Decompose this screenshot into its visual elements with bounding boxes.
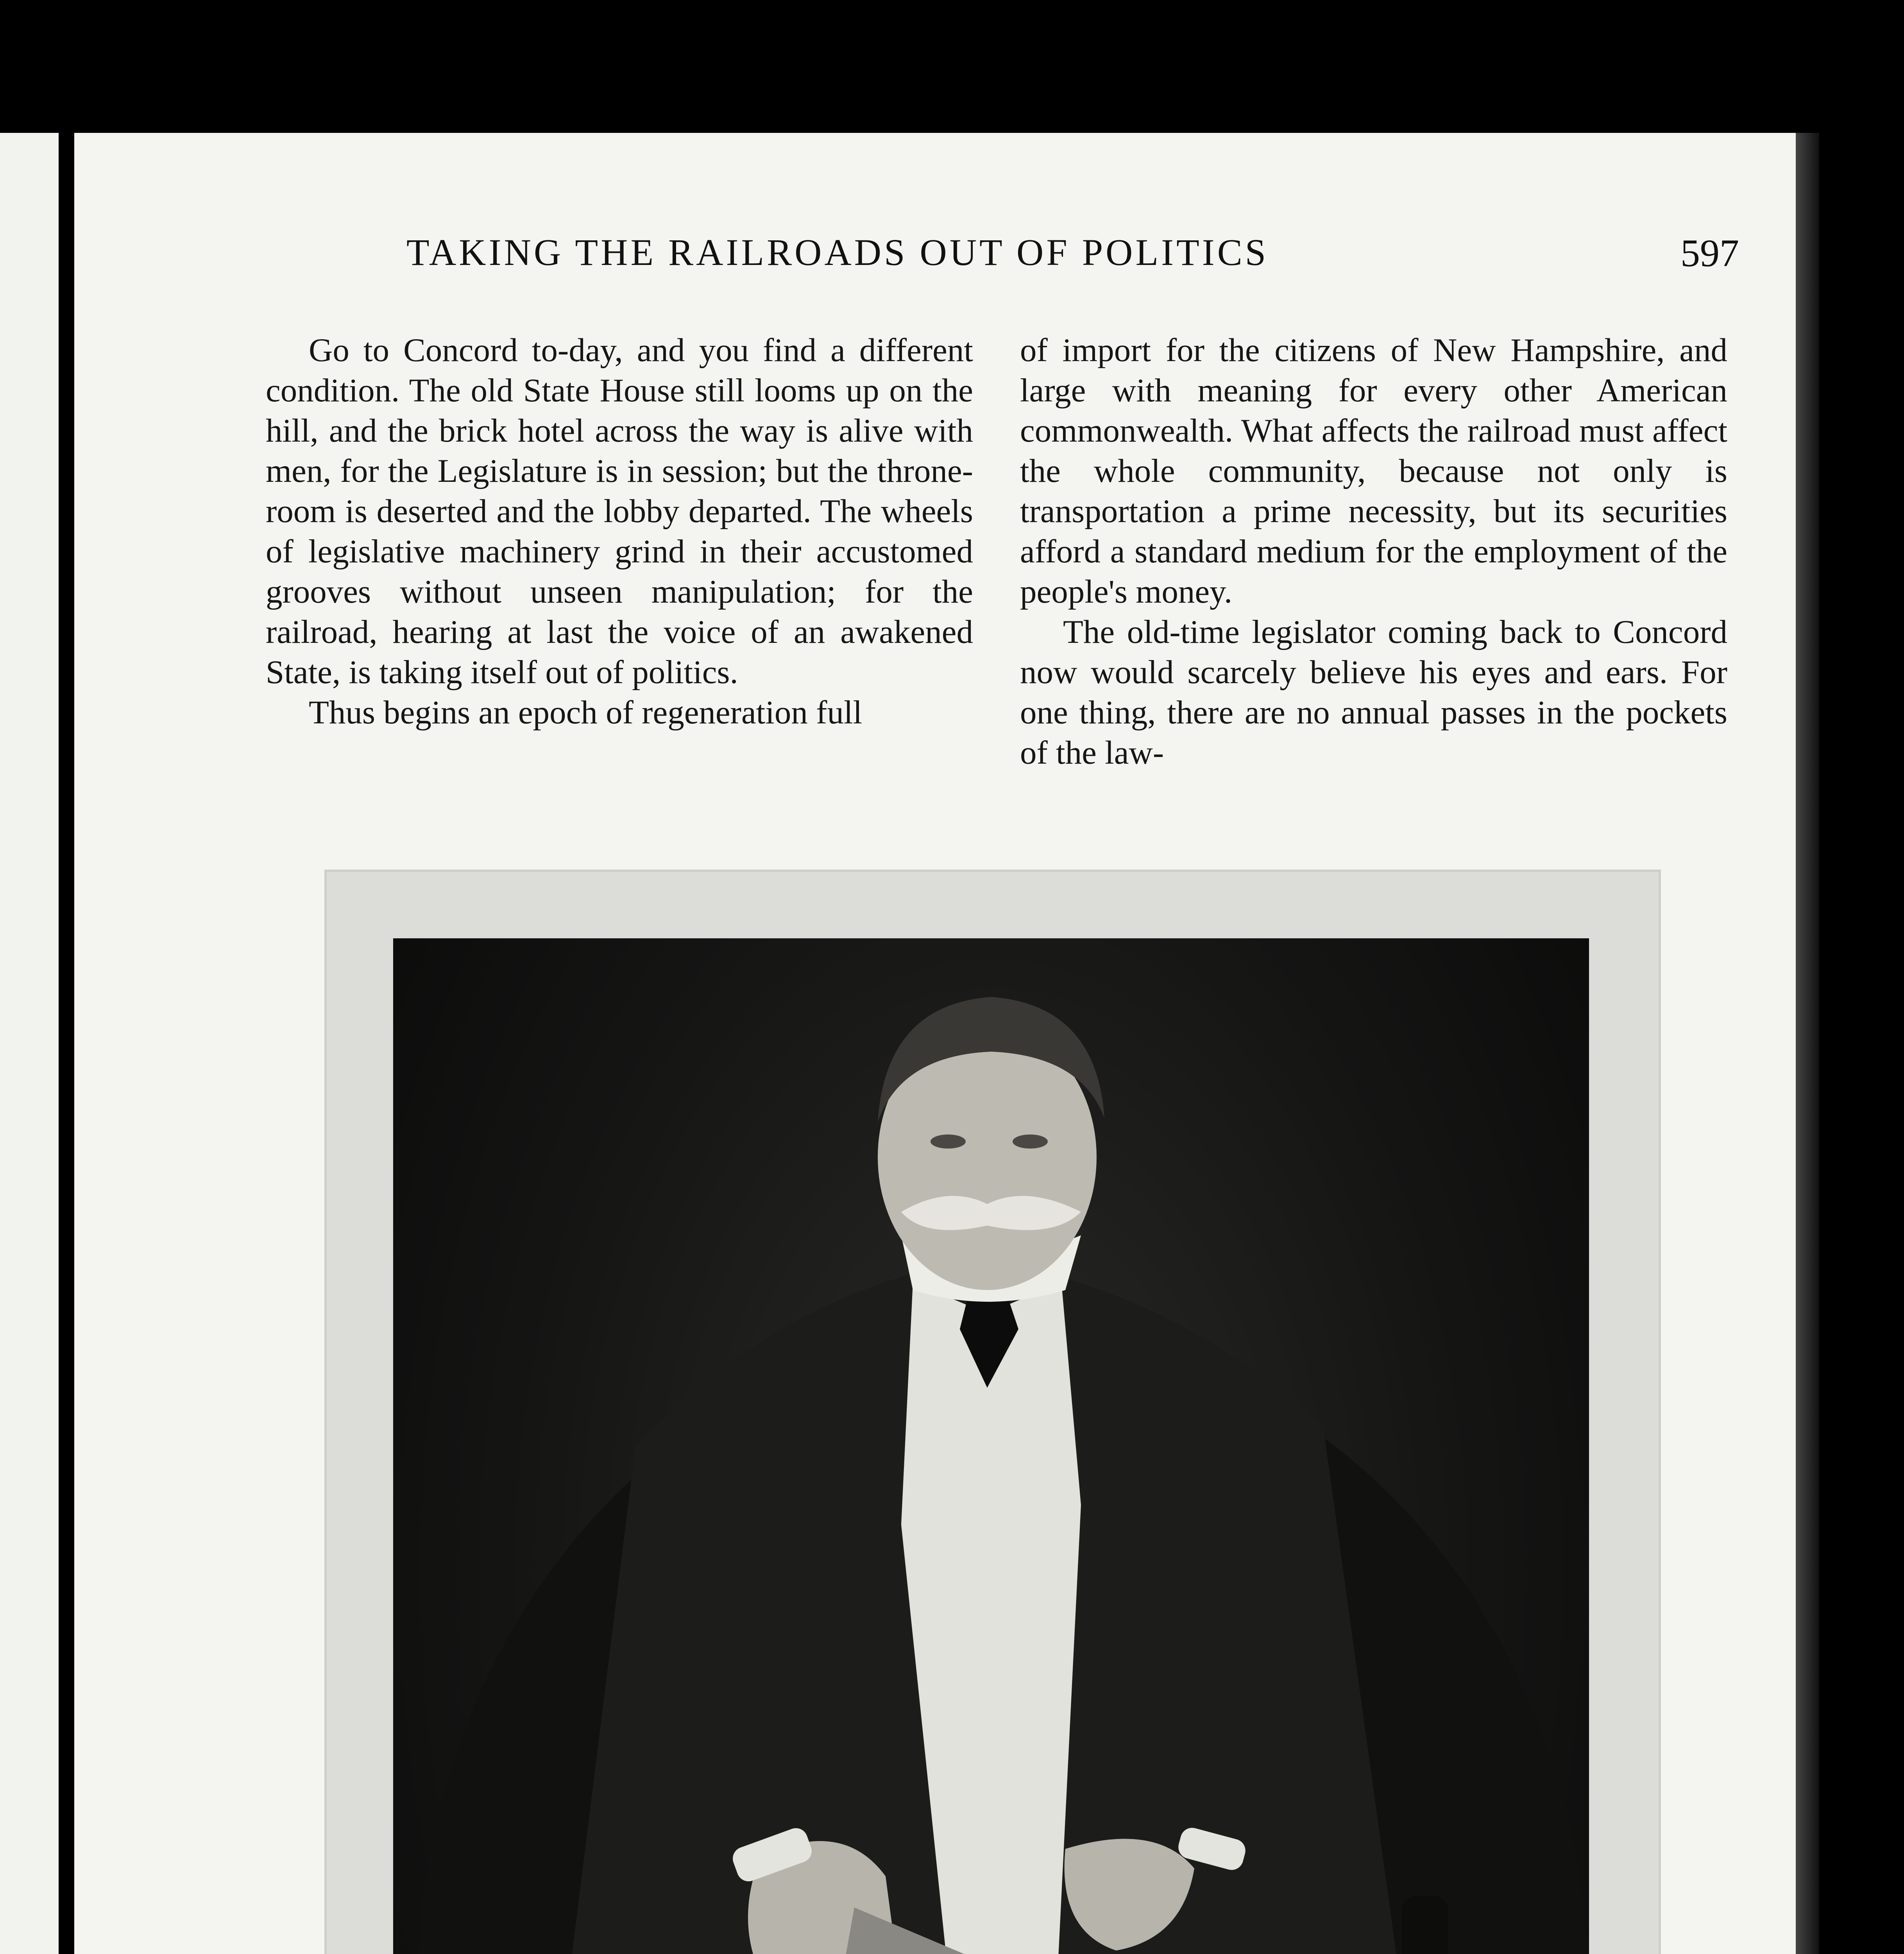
- page-header: [406, 231, 1739, 289]
- photo-mat: [324, 870, 1661, 1954]
- paragraph: Go to Concord to-day, and you find a different condition. The old State House still looms up on the hill, and the brick hotel across the way is alive with men, for the Legislature is in session; but the throne-room is deserted and the lobby departed. The wheels of legislative machinery grind in their accustomed grooves without unseen manipulation; for the railroad, hearing at last the voice of an awakened State, is taking itself out of politics.: [266, 332, 973, 691]
- portrait-photograph: [393, 938, 1589, 1954]
- right-column: [1020, 330, 1727, 773]
- page-number: 597: [1680, 231, 1739, 275]
- gutter: [59, 133, 70, 1954]
- article-body: [266, 330, 1727, 823]
- paragraph: Thus begins an epoch of regeneration full: [309, 694, 863, 731]
- facing-page-edge: [0, 133, 64, 1954]
- left-column: [266, 330, 973, 733]
- page-edge-shadow: [1796, 133, 1819, 1954]
- running-head: TAKING THE RAILROADS OUT OF POLITICS: [406, 231, 1269, 273]
- portrait-illustration: [393, 938, 1589, 1954]
- paragraph: of import for the citizens of New Hampshire, and large with meaning for every other American commonwealth. What affects the railroad must affect the whole community, because not only is transportation a prime necessity, but its securities afford a standard medium for the employment of the people's money.: [1020, 332, 1727, 610]
- paragraph: The old-time legislator coming back to Concord now would scarcely believe his eyes and ears. For one thing, there are no annual passes in the pockets of the law-: [1020, 614, 1727, 771]
